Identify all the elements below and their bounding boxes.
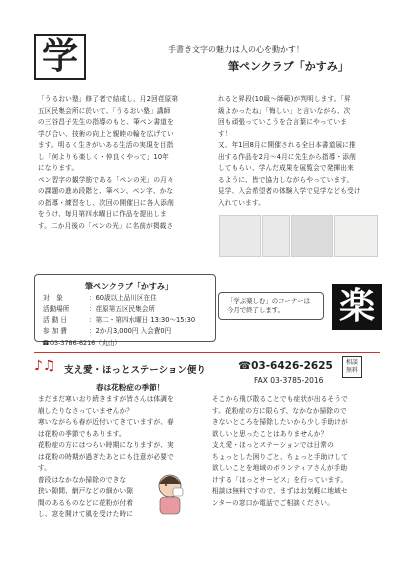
text-line: 級よかったね」「悔しい」と言いながら、次 xyxy=(218,106,351,115)
info-row-key: 活動場所 xyxy=(43,305,70,313)
text-line: 五区民集会所に於いて、「うるおい塾」講師 xyxy=(38,106,171,115)
notice-line: 「学ぶ楽しむ」のコーナーは xyxy=(227,297,311,305)
text-line: をうけ、毎月第四水曜日に作品を提出しま xyxy=(38,210,167,218)
station-text-right xyxy=(212,394,380,509)
text-line: 又、年1回8月に開催される全日本書道展に推 xyxy=(218,141,356,149)
info-row-key: 活 動 日 xyxy=(43,316,67,324)
club-info-rows xyxy=(43,293,195,337)
text-line: は花粉の季節でもあります。 xyxy=(38,429,126,438)
tagline: 手書き文字の魅力は人の心を動かす！ xyxy=(168,45,304,54)
text-line: す！ xyxy=(218,129,232,138)
music-note-icon: ♪♫ xyxy=(34,358,56,374)
text-line: 崩したりなさっていませんか？ xyxy=(38,406,134,415)
text-line: す。花粉症の方に限らず、なかなか掃除ので xyxy=(212,406,347,415)
text-line: 回も頑張っていこうを合言葉にやっていま xyxy=(218,118,348,126)
station-phone: ☎03-6426-2625 xyxy=(238,360,333,372)
info-row-key: 参 加 費 xyxy=(43,327,67,335)
text-line: は花粉の時期が過ぎたあとにも注意が必要で xyxy=(38,452,174,461)
info-row-key: 対 象 xyxy=(43,294,63,302)
text-line: るように、皆で協力しながらやっています。 xyxy=(218,175,354,184)
info-row xyxy=(43,315,195,326)
photo-practice-1 xyxy=(219,215,261,257)
text-line: 花粉症の方にはつらい時期になりますが、実 xyxy=(38,441,174,449)
text-line: そこから飛び散ることでも症状が出るそうで xyxy=(212,395,348,403)
section-divider xyxy=(34,352,380,353)
text-line: きないところを掃除したいから少し手助けが xyxy=(212,418,348,426)
club-description-left xyxy=(38,94,214,232)
notice-line: 今月で終了します。 xyxy=(227,306,285,314)
text-line: 入れています。 xyxy=(218,198,266,207)
text-line: けする「ほっとサービス」を行っています。 xyxy=(212,475,348,484)
info-row xyxy=(43,293,195,304)
station-subtitle: 春は花粉症の季節！ xyxy=(96,383,165,392)
photo-calligraphy-2 xyxy=(334,215,378,257)
text-line: の課題の進め段階と、筆ペン、ペン字、かな xyxy=(38,187,174,195)
text-line: 欲しいと思ったことはありませんか？ xyxy=(212,429,328,438)
text-line: 普段はなかなか掃除のできな xyxy=(38,475,127,484)
text-line: ちょっとした困りごと、ちょっと手助けして xyxy=(212,452,348,461)
text-line: ペン習字の観学筋である「ペンの光」の月々 xyxy=(38,175,174,184)
kanji-badge-enjoy: 楽 xyxy=(332,284,382,330)
station-title: 支え愛・ほっとステーション便り xyxy=(64,365,206,376)
text-line: の指導・練習をし、次回の開催日に各人添削 xyxy=(38,198,174,207)
info-row-value: ：荏原第五区民集会所 xyxy=(89,305,155,313)
text-line: 狭い隙間、網戸などの細かい隙 xyxy=(38,487,134,495)
text-line: 欲しいことを地域のボランティアさんが手助 xyxy=(212,464,348,472)
kanji-badge-learn: 学 xyxy=(34,34,86,80)
club-contact: ☎03-3786-6216（丸山） xyxy=(42,339,121,347)
info-row xyxy=(43,326,195,337)
sneezing-person-illustration xyxy=(148,470,194,516)
text-line: 学び合い、技術の向上と親睦の輪を広げてい xyxy=(38,129,174,138)
photo-practice-2 xyxy=(262,215,290,257)
photo-calligraphy-1 xyxy=(291,215,333,257)
text-line: 出する作品を2月～4月に先生から指導・添削 xyxy=(218,152,356,161)
text-line: 寒いながらも春が近付いてきていますが、春 xyxy=(38,418,174,426)
text-line: の三谷昌子先生の指導のもと、筆ペン書道を xyxy=(38,118,174,126)
info-row-value: ：第二・第四水曜日 13:30～15:30 xyxy=(89,316,196,324)
text-line: し「何よりも楽しく・仲良くやって」10年 xyxy=(38,152,170,161)
text-line: 見学、入会希望者の体験入学で見学なども受け xyxy=(218,187,361,195)
info-row-value: ：60歳以上品川区在住 xyxy=(89,294,157,302)
text-line: し、窓を開けて風を受けた時に xyxy=(38,510,134,518)
station-fax: FAX 03-3785-2016 xyxy=(254,376,324,385)
consult-line: 相談 xyxy=(346,359,359,366)
text-line: してもらい、学んだ成果を展覧会で発揮出来 xyxy=(218,164,354,172)
club-title: 筆ペンクラブ「かすみ」 xyxy=(228,60,349,73)
text-line: 支え愛・ほっとステーションでは日常の xyxy=(212,441,334,449)
text-line: 「うるおい塾」修了者で結成し、月2回荏原第 xyxy=(38,95,179,103)
club-info-title: 筆ペンクラブ「かすみ」 xyxy=(85,282,173,291)
text-line: ます。明るく生きがいある生活の実現を目指 xyxy=(38,141,174,149)
text-line: ンターの窓口か電話でご相談ください。 xyxy=(212,498,335,507)
notice-box xyxy=(218,292,324,320)
text-line: す。 xyxy=(38,464,52,472)
notice-text xyxy=(227,297,310,315)
club-description-right xyxy=(218,94,378,209)
text-line: 相談は無料ですので、まずはお気軽に地域セ xyxy=(212,487,348,495)
consult-line: 無料 xyxy=(346,367,359,374)
info-row-value: ：2か月3,000円 入会費0円 xyxy=(89,327,172,335)
free-consultation-badge xyxy=(342,356,362,378)
text-line: になります。 xyxy=(38,164,79,172)
text-line: れると昇段(10級～師範)が判明します。「昇 xyxy=(218,95,351,103)
text-line: す。二か月後の「ペンの光」に名前が掲載さ xyxy=(38,221,174,230)
info-row xyxy=(43,304,195,315)
text-line: 間のあるものなどに花粉が付着 xyxy=(38,498,134,507)
text-line: まだまだ寒いおり続きますが皆さんは体調を xyxy=(38,395,174,403)
club-info-box xyxy=(34,274,216,342)
